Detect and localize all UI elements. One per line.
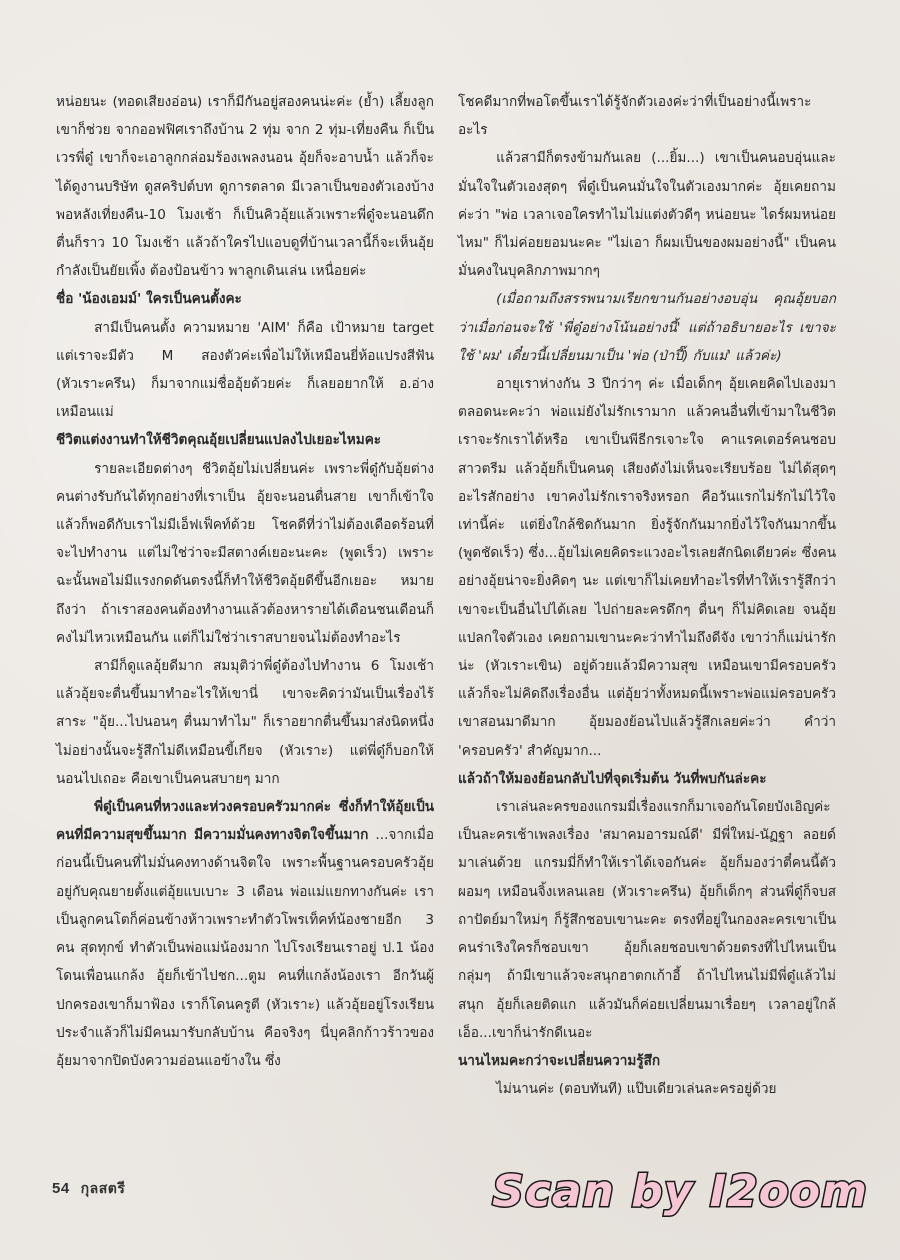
- paragraph: [56, 793, 434, 1075]
- paragraph: โชคดีมากที่พอโตขึ้นเราได้รู้จักตัวเองค่ะว่าที่เป็นอย่างนี้เพราะอะไร: [458, 94, 812, 139]
- right-column: [458, 88, 836, 1103]
- paragraph: สามีเป็นคนตั้ง ความหมาย 'AIM' ก็คือ เป้าหมาย target แต่เราจะมีตัว M สองตัวค่ะเพื่อไม่ให้เหมือนยี่ห้อแปรงสีฟัน (หัวเราะครึน) ก็มาจากแม่ชื่ออุ้ยด้วยค่ะ ก็เลยอยากให้ อ.อ่างเหมือนแม่: [56, 319, 434, 421]
- paragraph: เราเล่นละครของแกรมมี่เรื่องแรกก็มาเจอกันโดยบังเอิญค่ะ เป็นละครเช้าเพลงเรื่อง 'สมาคมอารมณ์ดี' มีพี่ใหม่-นัฏฐา ลอยด์ มาเล่นด้วย แกรมมี่ก็ทำให้เราได้เจอกันค่ะ อุ้ยก็มองว่าตี๋คนนี้ตัวผอมๆ เหมือนจิ้งเหลนเลย (หัวเราะครึน) อุ้ยก็เด็กๆ ส่วนพี่ดู๋ก็จบสถาปัตย์มาใหม่ๆ ก็รู้สึกชอบเขานะคะ ตรงที่อยู่ในกองละครเขาเป็นคนร่าเริงใครก็ชอบเขา อุ้ยก็เลยชอบเขาด้วยตรงที่ไปไหนเป็นกลุ่มๆ ถ้ามีเขาแล้วจะสนุกฮาตกเก้าอี้ ถ้าไปไหนไม่มีพี่ดู๋แล้วไม่สนุก อุ้ยก็เลยติดแก แล้วมันก็ค่อยเปลี่ยนมาเรื่อยๆ เวลาอยู่ใกล้เอ็อ...เขาก็น่ารักดีเนอะ: [458, 799, 836, 1041]
- page-number: 54: [52, 1180, 70, 1197]
- paragraph: (เมื่อถามถึงสรรพนามเรียกขานกันอย่างอบอุ่น คุณอุ้ยบอกว่าเมื่อก่อนจะใช้ 'พี่ดู๋อย่างโน้นอย่างนี้' แต่ถ้าอธิบายอะไร เขาจะใช้ 'ผม' เดี๋ยวนี้เปลี่ยนมาเป็น 'พ่อ (ป่าปี๊) กับแม่' แล้วค่ะ): [458, 291, 836, 364]
- paragraph-text: ...จากเมื่อก่อนนี้เป็นคนที่ไม่มั่นคงทางด้านจิตใจ เพราะพื้นฐานครอบครัวอุ้ยอยู่กับคุณยายตั้งแต่อุ้ยแบเบาะ 3 เดือน พ่อแม่แยกทางกันค่ะ เราเป็นลูกคนโตก็ค่อนข้างห้าวเพราะทำตัวโพรเท็คท์น้องชายอีก 3 คน สุดทุกข์ ทำตัวเป็นพ่อแม่น้องมาก ไปโรงเรียนเราอยู่ ป.1 น้องโดนเพื่อนแกล้ง อุ้ยก็เข้าไปชก...ตูม คนที่แกล้งน้องเรา อีกวันผู้ปกครองเขาก็มาฟ้อง เราก็โดนครูตี (หัวเราะ) แล้วอุ้ยอยู่โรงเรียนประจำแล้วก็ไม่มีคนมารับกลับบ้าน คือจริงๆ นี่บุคลิกก้าวร้าวของอุ้ยมาจากปิดบังความอ่อนแอข้างใน ซึ่ง: [56, 827, 434, 1069]
- paragraph: สามีก็ดูแลอุ้ยดีมาก สมมุติว่าพี่ดู๋ต้องไปทำงาน 6 โมงเช้า แล้วอุ้ยจะตื่นขึ้นมาทำอะไรให้เขานี่ เขาจะคิดว่ามันเป็นเรื่องไร้สาระ "อุ้ย...ไปนอนๆ ตื่นมาทำไม" ก็เราอยากตื่นขึ้นมาส่งนิดหนึ่ง ไม่อย่างนั้นจะรู้สึกไม่ดีเหมือนขี้เกียจ (หัวเราะ) แต่พี่ดู๋ก็บอกให้นอนไปเถอะ คือเขาเป็นคนสบายๆ มาก: [56, 658, 434, 787]
- interview-question: ชื่อ 'น้องเอมม์' ใครเป็นคนตั้งคะ: [56, 291, 242, 308]
- paragraph: หน่อยนะ (ทอดเสียงอ่อน) เราก็มีกันอยู่สองคนน่ะค่ะ (ย้ำ) เลี้ยงลูกเขาก็ช่วย จากออฟฟิศเราถึงบ้าน 2 ทุ่ม จาก 2 ทุ่ม-เที่ยงคืน ก็เป็นเวรพี่ดู๋ เขาก็จะเอาลูกกล่อมร้องเพลงนอน อุ้ยก็จะอาบน้ำ แล้วก็จะได้ดูงานบริษัท ดูสคริปต์บท ดูการตลาด มีเวลาเป็นของตัวเองบ้าง พอหลังเที่ยงคืน-10 โมงเช้า ก็เป็นคิวอุ้ยแล้วเพราะพี่ดู๋จะนอนดึก ตื่นก็ราว 10 โมงเช้า แล้วถ้าใครไปแอบดูที่บ้านเวลานี้ก็จะเห็นอุ้ยกำลังเป็นยัยเพิ้ง ต้องป้อนข้าว พาลูกเดินเล่น เหนื่อยค่ะ: [56, 94, 434, 280]
- scan-watermark: Scan by I2oom: [492, 1166, 868, 1217]
- left-column: [56, 88, 434, 1075]
- interview-question: แล้วถ้าให้มองย้อนกลับไปที่จุดเริ่มต้น วันที่พบกันล่ะคะ: [458, 770, 767, 787]
- paragraph-lead: พี่ดู๋เป็นคนที่หวงและห่วงครอบครัวมากค่ะ ซึ่งก็ทำให้อุ้ยเป็นคนที่มีความสุขขึ้นมาก มีความมั่นคงทางจิตใจขึ้นมาก: [56, 799, 434, 844]
- paragraph: แล้วสามีก็ตรงข้ามกันเลย (...ยิ้ม...) เขาเป็นคนอบอุ่นและมั่นใจในตัวเองสุดๆ พี่ดู๋เป็นคนมั่นใจในตัวเองมากค่ะ อุ้ยเคยถามค่ะว่า "พ่อ เวลาเจอใครทำไมไม่แต่งตัวดีๆ หน่อยนะ ไดร์ผมหน่อยไหม" ก็ไม่ค่อยยอมนะคะ "ไม่เอา ก็ผมเป็นของผมอย่างนี้" เป็นคนมั่นคงในบุคลิกภาพมากๆ: [458, 150, 836, 280]
- paragraph: อายุเราห่างกัน 3 ปีกว่าๆ ค่ะ เมื่อเด็กๆ อุ้ยเคยคิดไปเองมาตลอดนะคะว่า พ่อแม่ยังไม่รักเรามาก แล้วคนอื่นที่เข้ามาในชีวิตเราจะรักเราได้หรือ เขาเป็นพีธีกรเจาะใจ คาแรคเตอร์คนชอบ สาวตรีม แล้วอุ้ยก็เป็นคนดุ เสียงดังไม่เห็นจะเรียบร้อย ไม่ได้สุดๆ อะไรสักอย่าง เขาคงไม่รักเราจริงหรอก คือวันแรกไม่รักไม่ไว้ใจเท่านี้ค่ะ แต่ยิ่งใกล้ชิดกันมาก ยิ่งรู้จักกันมากยิ่งไว้ใจกันมากขึ้น (พูดชัดเร็ว) ซึ่ง...อุ้ยไม่เคยคิดระแวงอะไรเลยสักนิดเดียวค่ะ ซึ่งคนอย่างอุ้ยน่าจะยิ่งคิดๆ นะ แต่เขาก็ไม่เคยทำอะไรที่ทำให้เรารู้สึกว่าเขาจะเป็นอื่นไปได้เลย ไปถ่ายละครดึกๆ ดื่นๆ ก็ไม่คิดเลย จนอุ้ยแปลกใจตัวเอง เคยถามเขานะคะว่าทำไมถึงดีจัง เขาว่าก็แม่น่ารักน่ะ (หัวเราะเขิน) อยู่ด้วยแล้วมีความสุข เหมือนเขามีครอบครัวแล้วก็จะไม่คิดถึงเรื่องอื่น แต่อุ้ยว่าทั้งหมดนี้เพราะพ่อแม่ครอบครัวเขาสอนมาดีมาก อุ้ยมองย้อนไปแล้วรู้สึกเลยค่ะว่า คำว่า 'ครอบครัว' สำคัญมาก...: [458, 376, 836, 759]
- paragraph: ไม่นานค่ะ (ตอบทันที) แป๊บเดียวเล่นละครอยู่ด้วย: [496, 1081, 777, 1098]
- page-footer: [52, 1178, 125, 1200]
- interview-question: ชีวิตแต่งงานทำให้ชีวิตคุณอุ้ยเปลี่ยนแปลงไปเยอะไหมคะ: [56, 432, 382, 449]
- paragraph: รายละเอียดต่างๆ ชีวิตอุ้ยไม่เปลี่ยนค่ะ เพราะพี่ดู๋กับอุ้ยต่างคนต่างรับกันได้ทุกอย่างที่เราเป็น อุ้ยจะนอนตื่นสาย เขาก็เข้าใจ แล้วก็พอดีกับเราไม่มีเอ็ฟเฟ็คท์ด้วย โชคดีที่ว่าไม่ต้องเดือดร้อนที่จะไปทำงาน แต่ไม่ใช่ว่าจะมีสตางค์เยอะนะคะ (พูดเร็ว) เพราะฉะนั้นพอไม่มีแรงกดดันตรงนี้ก็ทำให้ชีวิตอุ้ยดีขึ้นอีกเยอะ หมายถึงว่า ถ้าเราสองคนต้องทำงานแล้วต้องหารายได้เดือนชนเดือนก็คงไม่ไหวเหมือนกัน แต่ก็ไม่ใช่ว่าเราสบายจนไม่ต้องทำอะไร: [56, 460, 434, 646]
- interview-question: นานไหมคะกว่าจะเปลี่ยนความรู้สึก: [458, 1052, 661, 1069]
- magazine-name: กุลสตรี: [80, 1181, 126, 1197]
